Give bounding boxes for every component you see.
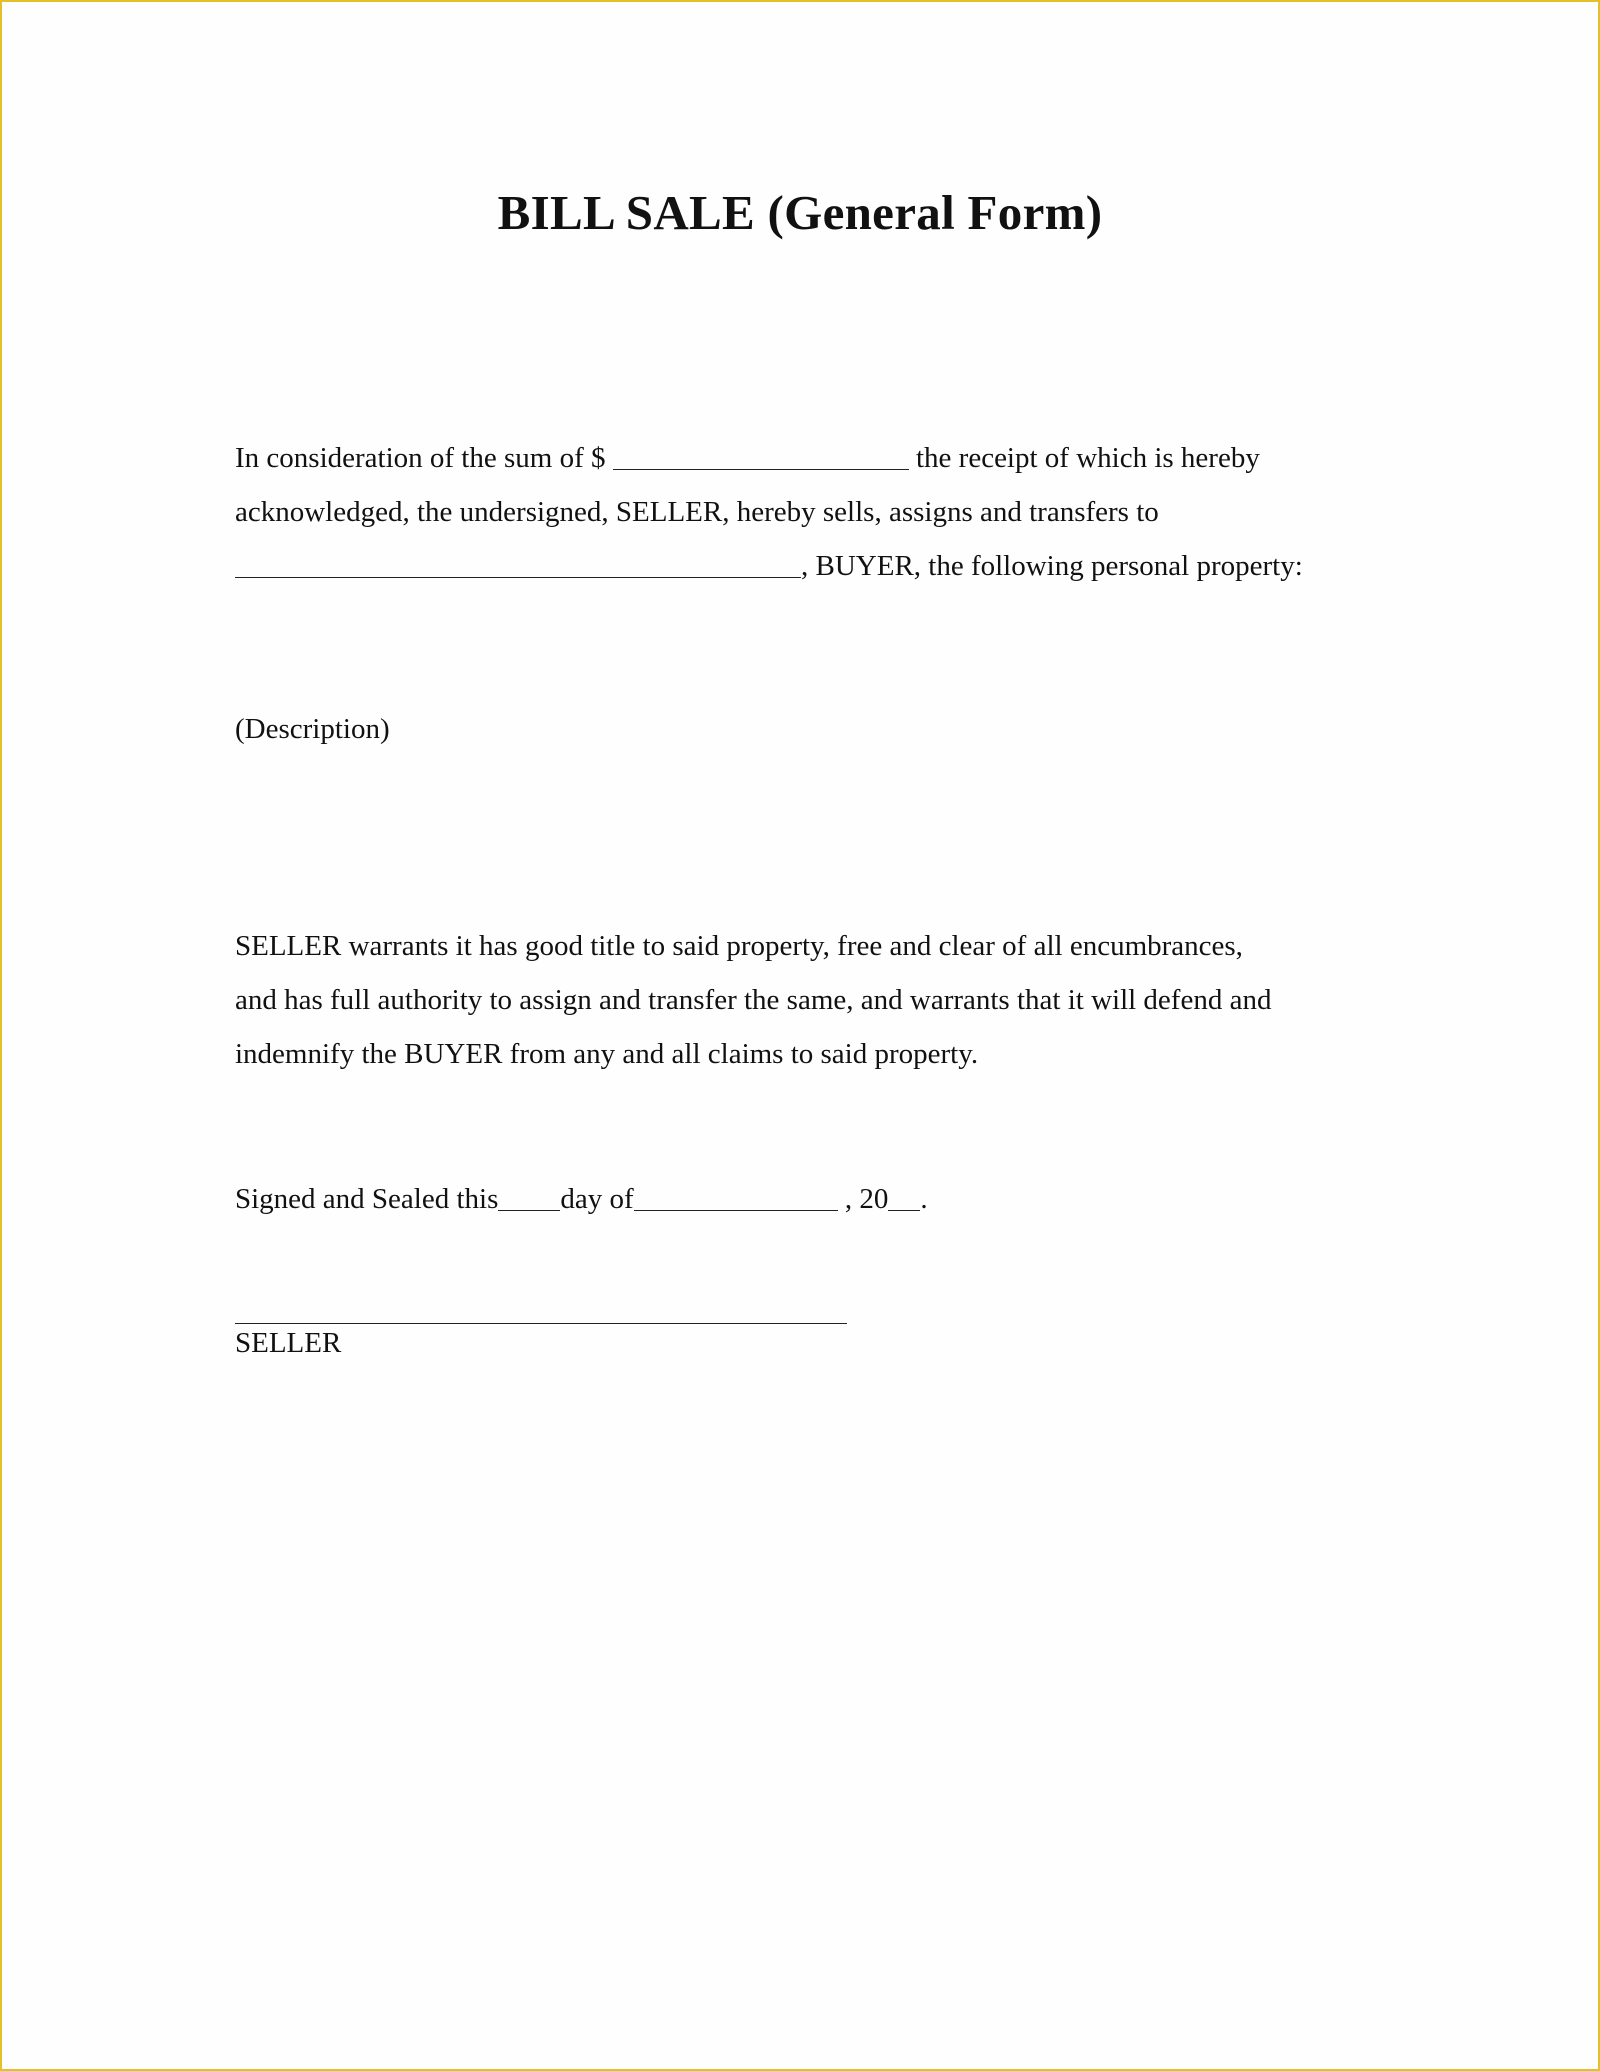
seller-signature-label: SELLER	[235, 1327, 342, 1359]
consideration-text: In consideration of the sum of $	[235, 442, 613, 474]
warranty-line-1: SELLER warrants it has good title to said property, free and clear of all encumbrances,	[235, 930, 1243, 962]
period-text: .	[920, 1183, 928, 1215]
year-prefix-text: , 20	[837, 1183, 889, 1215]
buyer-name-blank[interactable]	[235, 576, 801, 578]
buyer-text: , BUYER, the following personal property:	[801, 550, 1303, 582]
description-label: (Description)	[235, 713, 390, 745]
buyer-line	[235, 552, 1303, 581]
day-blank[interactable]	[498, 1209, 560, 1211]
consideration-line	[235, 444, 1260, 473]
sum-blank[interactable]	[613, 468, 909, 470]
signed-sealed-line	[235, 1185, 928, 1214]
signed-text: Signed and Sealed this	[235, 1183, 499, 1215]
day-of-text: day of	[560, 1183, 634, 1215]
acknowledged-line: acknowledged, the undersigned, SELLER, hereby sells, assigns and transfers to	[235, 496, 1159, 528]
warranty-line-2: and has full authority to assign and transfer the same, and warrants that it will defend and	[235, 984, 1272, 1016]
seller-signature-line[interactable]	[235, 1323, 847, 1324]
month-blank[interactable]	[634, 1209, 838, 1211]
warranty-line-3: indemnify the BUYER from any and all claims to said property.	[235, 1038, 979, 1070]
document-title: BILL SALE (General Form)	[497, 185, 1103, 240]
year-blank[interactable]	[888, 1209, 920, 1211]
receipt-text: the receipt of which is hereby	[908, 442, 1260, 474]
